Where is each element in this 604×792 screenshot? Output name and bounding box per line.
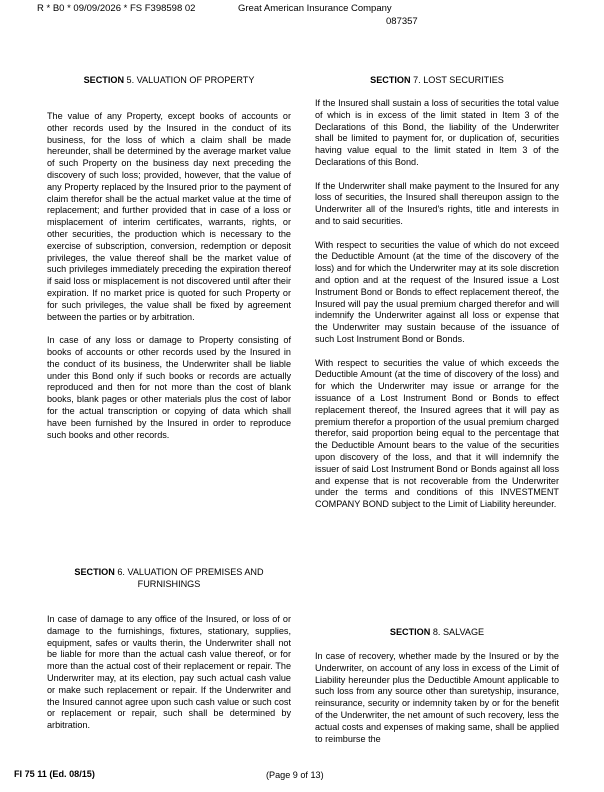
paragraph: With respect to securities the value of which do not exceed the Deductible Amount (at the time of the discovery of the loss) and for which the Underwriter may at its sole discretion and option and at the request of the Insured issue a Lost Instrument Bond or Bonds to effect replacement thereof, the Insured will pay the usual premium charged therefor and will indemnify the Underwriter against all loss or expense that the Underwriter may sustain because of the issuance of such Lost Instrument Bond or Bonds. [315, 239, 559, 344]
section-title: 8. SALVAGE [432, 627, 485, 637]
footer-form-number: FI 75 11 (Ed. 08/15) [14, 769, 95, 779]
section-title: 7. LOST SECURITIES [413, 75, 504, 85]
paragraph: In case of recovery, whether made by the Insured or by the Underwriter, on account of any loss in excess of the Limit of Liability hereunder plus the Deductible Amount applicable to such loss from any source other than suretyship, insurance, reinsurance, security or indemnity taken by or for the benefit of the Underwriter, the net amount of such recovery, less the actual costs and expenses of making same, shall be applied to reimburse the [315, 651, 559, 744]
header-print-stamp: R * B0 * 09/09/2026 * FS F398598 02 [37, 3, 196, 14]
section-label: SECTION [74, 567, 115, 577]
paragraph: The value of any Property, except books of accounts or other records used by the Insured in the conduct of its business, for the loss of which a claim shall be made hereunder, shall be determined by the average market value of such Property on the business day next preceding the discovery of such loss; provided, however, that the value of any Property replaced by the Insured prior to the payment of claim therefor shall be the actual market value at the time of replacement; and further provided that in case of a loss or misplacement of interim certificates, warrants, rights, or other securities, the production which is necessary to the exercise of subscription, conversion, redemption or deposit privileges, the value thereof shall be the market value of such privileges immediately preceding the expiration thereof if said loss or misplacement is not discovered until after their expiration. If no market price is quoted for such Property or for such privileges, the value shall be fixed by agreement between the parties or by arbitration. [47, 111, 291, 322]
section-5-heading [47, 75, 291, 87]
section-label: SECTION [389, 627, 431, 637]
section-7-heading [315, 75, 559, 87]
section-6 [47, 567, 291, 591]
section-5-body [47, 111, 291, 441]
paragraph: With respect to securities the value of which exceeds the Deductible Amount (at the time of discovery of the loss) and for which the Underwriter may issue or arrange for the issuance of a Lost Instrument Bond or Bonds to effect replacement thereof, the Insured agrees that it will pay as premium therefor a proportion of the usual premium charged therefor, said proportion being equal to the percentage that the Deductible Amount bears to the value of the securities upon discovery of the loss, and that it will indemnify the issuer of said Lost Instrument Bond or Bonds against all loss and expense that is not recoverable from the Underwriter under the terms and conditions of this INVESTMENT COMPANY BOND subject to the Limit of Liability hereunder. [315, 357, 559, 510]
section-6-body [47, 614, 291, 732]
section-8-body [315, 651, 559, 745]
paragraph: In case of damage to any office of the Insured, or loss of or damage to the furnishings, fixtures, stationary, supplies, equipment, safes or vaults therin, the Underwriter shall not be liable for more than the actual cash value thereof, or for more than the actual cost of their replacement or repair. The Underwriter may, at its election, pay such actual cash value or make such replacement or repair. If the Underwriter and the Insured cannot agree upon such cash value or such cost or replacement or repair, such shall be determined by arbitration. [47, 614, 291, 731]
section-8-heading [315, 627, 559, 639]
section-title: 5. VALUATION OF PROPERTY [126, 75, 255, 85]
section-title: 6. VALUATION OF PREMISES AND [117, 567, 264, 577]
section-5 [47, 75, 291, 87]
section-label: SECTION [370, 75, 411, 85]
footer-page-number: (Page 9 of 13) [266, 770, 324, 780]
header-company-name: Great American Insurance Company [238, 3, 392, 14]
section-title-line2: FURNISHINGS [137, 578, 201, 589]
header-document-code: 087357 [386, 16, 418, 27]
section-8 [315, 627, 559, 639]
paragraph: In case of any loss or damage to Property consisting of books of accounts or other records used by the Insured in the conduct of its business, the Underwriter shall be liable under this Bond only if such books or records are actually reproduced and then for not more than the cost of blank books, blank pages or other materials plus the cost of labor for the actual transcription or copying of data which shall have been furnished by the Insured in order to reproduce such books and other records. [47, 335, 291, 440]
section-label: SECTION [83, 75, 125, 85]
section-7-body [315, 98, 559, 511]
section-7 [315, 75, 559, 87]
section-6-heading [47, 567, 291, 591]
paragraph: If the Insured shall sustain a loss of securities the total value of which is in excess of the limit stated in Item 3 of the Declarations of this Bond, the liability of the Underwriter shall be limited to payment for, or duplication of, securities having value equal to the limit stated in Item 3 of the Declarations of this Bond. [315, 98, 559, 167]
paragraph: If the Underwriter shall make payment to the Insured for any loss of securities, the Insured shall thereupon assign to the Underwriter all of the Insured's rights, title and interests in and to said securities. [315, 180, 559, 226]
